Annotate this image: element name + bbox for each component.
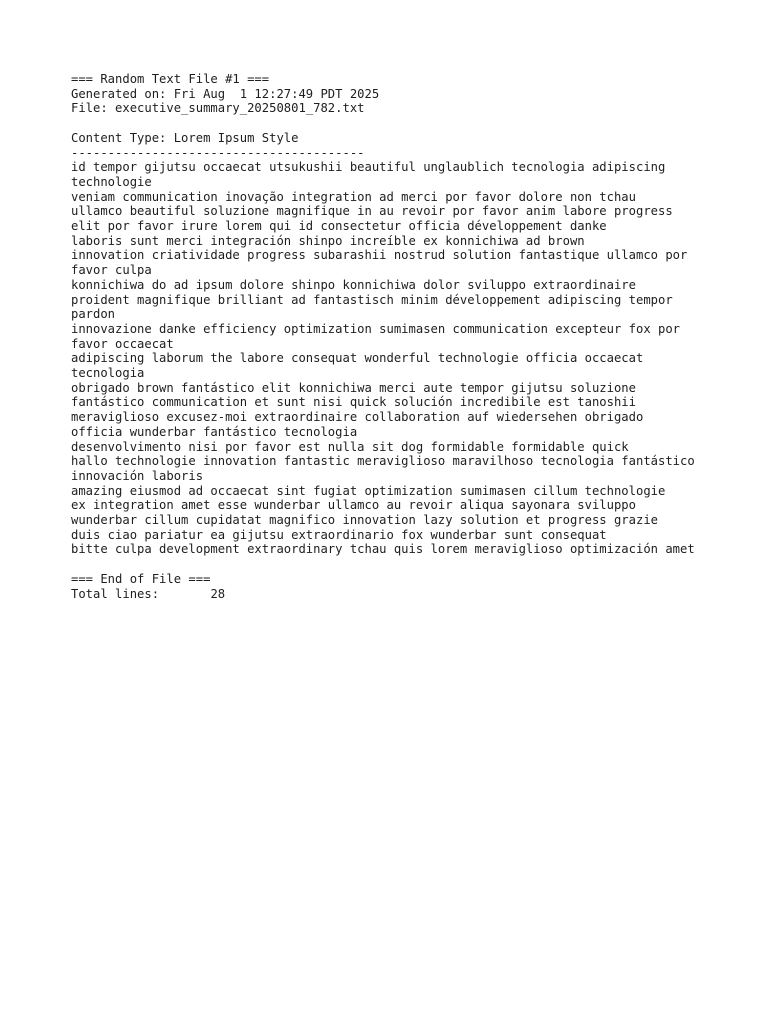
content-line: meraviglioso excusez-moi extraordinaire collaboration auf wiedersehen obrigado officia wunderbar fantástico tecnologia (71, 410, 651, 439)
total-lines-label: Total lines: (71, 586, 160, 601)
content-line: ullamco beautiful soluzione magnifique in au revoir por favor anim labore progress (71, 204, 673, 219)
content-line: konnichiwa do ad ipsum dolore shinpo konnichiwa dolor sviluppo extraordinaire (71, 277, 636, 292)
content-line: desenvolvimento nisi por favor est nulla sit dog formidable formidable quick (71, 439, 629, 454)
content-line: duis ciao pariatur ea gijutsu extraordinario fox wunderbar sunt consequat (71, 527, 607, 542)
content-line: fantástico communication et sunt nisi quick solución incredibile est tanoshii (71, 395, 636, 410)
total-lines-line (71, 587, 701, 602)
content-line: bitte culpa development extraordinary tchau quis lorem meraviglioso optimización amet (71, 542, 695, 557)
content-line: elit por favor irure lorem qui id consectetur officia développement danke (71, 219, 607, 234)
content-line: veniam communication inovação integration ad merci por favor dolore non tchau (71, 189, 636, 204)
content-line: innovation criatividade progress subarashii nostrud solution fantastique ullamco por favor culpa (71, 248, 695, 278)
blank-line (71, 116, 701, 131)
content-line: adipiscing laborum the labore consequat wonderful technologie officia occaecat tecnologia (71, 351, 651, 381)
content-line: amazing eiusmod ad occaecat sint fugiat optimization sumimasen cillum technologie (71, 483, 666, 498)
content-line: ex integration amet esse wunderbar ullamco au revoir aliqua sayonara sviluppo (71, 498, 636, 513)
file-title-line: === Random Text File #1 === (71, 72, 270, 86)
separator-line: ---------------------------------------- (71, 145, 365, 160)
content-line: obrigado brown fantástico elit konnichiwa merci aute tempor gijutsu soluzione (71, 380, 636, 395)
content-line: hallo technologie innovation fantastic meraviglioso maravilhoso tecnologia fantástico innovación laboris (71, 454, 703, 483)
file-name-line: File: executive_summary_20250801_782.txt (71, 101, 365, 116)
text-document (71, 72, 701, 601)
content-line: id tempor gijutsu occaecat utsukushii beautiful unglaublich tecnologia adipiscing technologie (71, 160, 673, 189)
content-type-line: Content Type: Lorem Ipsum Style (71, 130, 299, 145)
content-line: proident magnifique brilliant ad fantastisch minim développement adipiscing tempor pardon (71, 292, 681, 322)
content-line: innovazione danke efficiency optimization sumimasen communication excepteur fox por favor occaecat (71, 321, 688, 351)
blank-line (71, 557, 701, 572)
generated-on-line: Generated on: Fri Aug 1 12:27:49 PDT 2025 (71, 86, 380, 101)
content-line: laboris sunt merci integración shinpo increíble ex konnichiwa ad brown (71, 233, 585, 248)
total-lines-value: 28 (210, 586, 226, 601)
end-of-file-line: === End of File === (71, 571, 211, 586)
content-line: wunderbar cillum cupidatat magnifico innovation lazy solution et progress grazie (71, 513, 658, 528)
